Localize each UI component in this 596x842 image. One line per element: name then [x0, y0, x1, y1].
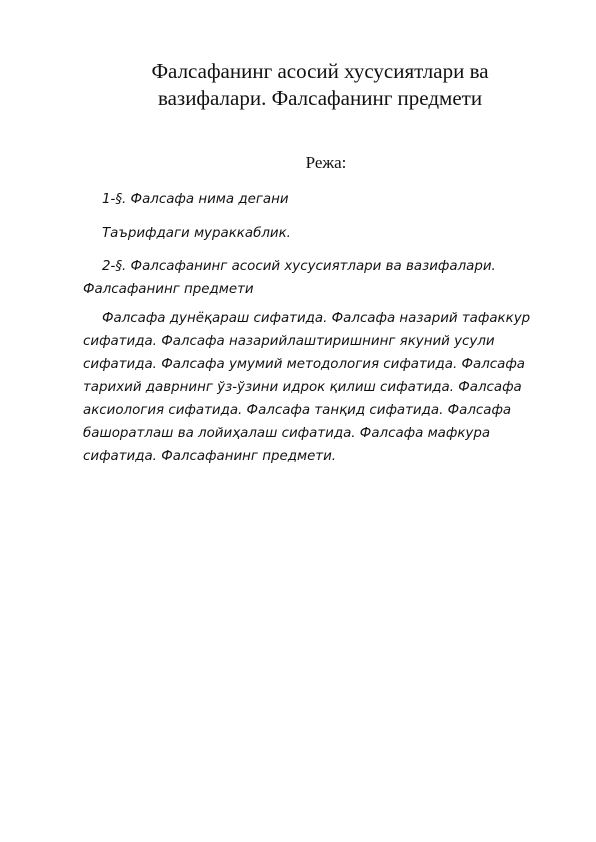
document-title-line-2: вазифалари. Фалсафанинг предмети	[157, 86, 483, 110]
document-title-line-1: Фалсафанинг асосий хусусиятлари ва	[151, 59, 489, 83]
plan-item-section-1: 1-§. Фалсафа нима дегани	[102, 192, 289, 207]
plan-item-section-2: 2-§. Фалсафанинг асосий хусусиятлари ва вазифалари. Фалсафанинг предмети	[83, 259, 496, 297]
plan-item-definition: Таърифдаги мураккаблик.	[102, 226, 291, 241]
plan-item-topics: Фалсафа дунёқараш сифатида. Фалсафа назарий тафаккур сифатида. Фалсафа назарийлаштиришнинг якуний усули сифатида. Фалсафа умумий методология сифатида. Фалсафа тарихий даврнинг ўз-ўзини идрок қилиш сифатида. Фалсафа аксиология сифатида. Фалсафа танқид сифатида. Фалсафа башоратлаш ва лойиҳалаш сифатида. Фалсафа мафкура сифатида. Фалсафанинг предмети.	[83, 311, 531, 464]
plan-heading: Режа:	[305, 153, 347, 172]
document-title	[100, 58, 540, 112]
